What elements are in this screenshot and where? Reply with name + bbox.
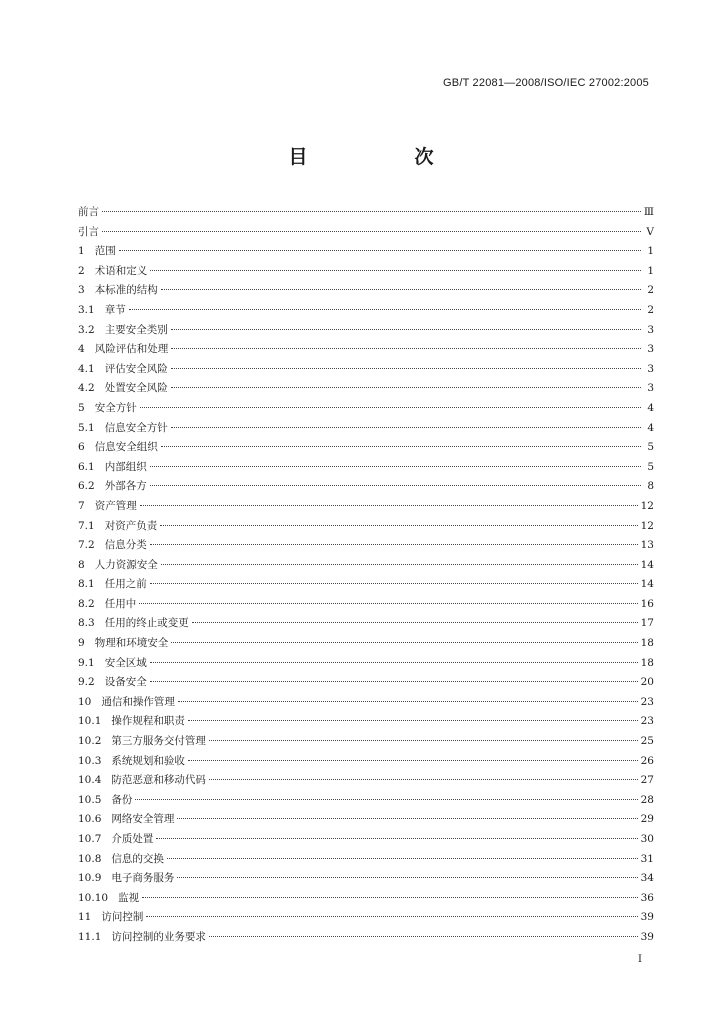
toc-leader-dots [188, 760, 638, 761]
toc-entry-title: 电子商务服务 [111, 872, 175, 885]
toc-entry-number: 3.2 [78, 323, 105, 336]
toc-entry-number: 8.2 [78, 597, 105, 610]
toc-entry-page: 3 [647, 323, 654, 336]
toc-entry[interactable] [78, 262, 654, 282]
toc-entry-title: 任用的终止或变更 [104, 617, 189, 630]
toc-entry-number: 6 [78, 441, 95, 454]
toc-entry-number: 4.2 [78, 382, 105, 395]
toc-entry-page: 34 [640, 872, 654, 885]
toc-entry-title: 操作规程和职责 [111, 715, 185, 728]
toc-entry-page: 17 [640, 617, 654, 630]
toc-entry-number: 10.4 [78, 774, 112, 787]
toc-entry[interactable] [78, 203, 654, 223]
toc-leader-dots [171, 368, 641, 369]
toc-entry-number: 8.3 [78, 617, 105, 630]
toc-entry[interactable] [78, 752, 654, 772]
toc-leader-dots [171, 348, 641, 349]
toc-leader-dots [150, 662, 638, 663]
toc-leader-dots [119, 250, 641, 251]
toc-entry[interactable] [78, 712, 654, 732]
toc-entry-page: 12 [640, 519, 654, 532]
toc-leader-dots [102, 211, 641, 212]
toc-entry-number: 9.2 [78, 676, 105, 689]
toc-entry-title: 外部各方 [104, 480, 147, 493]
toc-entry-title: 资产管理 [94, 499, 137, 512]
toc-leader-dots [171, 427, 641, 428]
toc-entry-page: 25 [640, 735, 654, 748]
toc-entry[interactable] [78, 321, 654, 341]
toc-entry-title: 信息分类 [104, 539, 147, 552]
toc-leader-dots [188, 720, 638, 721]
toc-entry-title: 处置安全风险 [104, 382, 168, 395]
toc-entry-title: 防范恶意和移动代码 [111, 774, 206, 787]
toc-entry-page: 5 [647, 441, 654, 454]
toc-entry[interactable] [78, 301, 654, 321]
toc-leader-dots [177, 877, 637, 878]
toc-entry-page: Ⅲ [643, 206, 654, 218]
toc-entry-page: 20 [640, 676, 654, 689]
toc-entry-number: 10.7 [78, 833, 112, 845]
toc-entry[interactable] [78, 536, 654, 556]
toc-entry[interactable] [78, 497, 654, 517]
toc-entry[interactable] [78, 654, 654, 674]
toc-leader-dots [129, 309, 641, 310]
toc-entry-page: 27 [640, 774, 654, 787]
toc-entry-number: 4 [78, 343, 95, 356]
toc-entry-number: 10.5 [78, 793, 112, 806]
toc-entry-title: 安全区域 [104, 656, 147, 669]
toc-entry[interactable] [78, 771, 654, 791]
toc-leader-dots [150, 485, 641, 486]
toc-entry-page: 4 [647, 401, 654, 414]
toc-entry-page: 3 [647, 382, 654, 395]
toc-entry-title: 监视 [118, 891, 140, 904]
toc-entry[interactable] [78, 673, 654, 693]
toc-leader-dots [178, 701, 638, 702]
page-number: Ⅰ [638, 954, 642, 965]
toc-entry-number: 3 [78, 284, 95, 297]
toc-entry-page: 16 [640, 597, 654, 610]
toc-entry-page: 30 [640, 833, 654, 845]
toc-entry-title: 第三方服务交付管理 [111, 735, 206, 748]
toc-entry-number: 10.9 [78, 872, 112, 885]
toc-entry-page: 23 [640, 695, 654, 708]
toc-leader-dots [161, 289, 641, 290]
toc-entry-title: 系统规划和验收 [111, 754, 185, 767]
toc-leader-dots [167, 858, 638, 859]
toc-leader-dots [140, 505, 638, 506]
toc-entry-number: 5.1 [78, 421, 105, 434]
toc-entry-title: 章节 [104, 303, 126, 316]
toc-entry-title: 人力资源安全 [94, 558, 158, 571]
toc-entry-number: 1 [78, 245, 95, 258]
toc-entry-title: 引言 [78, 225, 99, 238]
toc-entry-page: 18 [640, 656, 654, 669]
toc-entry-page: 31 [640, 852, 654, 865]
toc-entry-title: 网络安全管理 [111, 813, 175, 826]
toc-entry-page: 36 [640, 891, 654, 904]
toc-entry-number: 10.2 [78, 735, 112, 748]
toc-entry[interactable] [78, 791, 654, 811]
toc-entry[interactable] [78, 575, 654, 595]
toc-entry[interactable] [78, 458, 654, 478]
toc-entry-number: 10.8 [78, 852, 112, 865]
toc-entry[interactable] [78, 732, 654, 752]
toc-entry-page: 29 [640, 813, 654, 826]
toc-entry-title: 信息安全方针 [104, 421, 168, 434]
toc-entry-number: 6.2 [78, 480, 105, 493]
toc-entry-title: 前言 [78, 206, 99, 218]
toc-entry-page: 13 [640, 539, 654, 552]
toc-entry-number: 8 [78, 558, 95, 571]
toc-entry-page: 14 [640, 558, 654, 571]
toc-entry[interactable] [78, 830, 654, 850]
toc-entry[interactable] [78, 556, 654, 576]
toc-entry-number: 3.1 [78, 303, 105, 316]
toc-leader-dots [139, 603, 637, 604]
toc-entry-page: 8 [647, 480, 654, 493]
toc-entry-number: 11.1 [78, 930, 112, 943]
toc-entry[interactable] [78, 419, 654, 439]
toc-entry-page: 3 [647, 362, 654, 375]
toc-entry-page: 39 [640, 930, 654, 943]
toc-entry-title: 风险评估和处理 [94, 343, 169, 356]
toc-leader-dots [171, 642, 637, 643]
toc-entry-number: 6.1 [78, 460, 105, 473]
toc-entry-title: 访问控制 [101, 911, 144, 924]
toc-entry-number: 11 [78, 911, 102, 924]
toc-entry-number: 2 [78, 264, 95, 277]
toc-entry-number: 8.1 [78, 578, 105, 591]
toc-entry[interactable] [78, 810, 654, 830]
toc-entry-title: 设备安全 [104, 676, 147, 689]
toc-entry-page: 2 [647, 284, 654, 297]
toc-leader-dots [150, 544, 638, 545]
toc-entry[interactable] [78, 693, 654, 713]
toc-entry[interactable] [78, 281, 654, 301]
toc-entry-number: 7.1 [78, 519, 105, 532]
toc-entry[interactable] [78, 595, 654, 615]
toc-entry-page: 28 [640, 793, 654, 806]
toc-entry-title: 术语和定义 [94, 264, 148, 277]
toc-entry-number: 7.2 [78, 539, 105, 552]
toc-entry-page: 3 [647, 343, 654, 356]
toc-leader-dots [161, 564, 638, 565]
toc-entry-number: 10.6 [78, 813, 112, 826]
toc-leader-dots [192, 622, 638, 623]
toc-leader-dots [135, 799, 637, 800]
toc-entry-number: 10.10 [78, 891, 119, 904]
toc-entry-page: 39 [640, 911, 654, 924]
toc-leader-dots [140, 407, 641, 408]
toc-entry-page: 2 [647, 303, 654, 316]
toc-entry-title: 对资产负责 [104, 519, 158, 532]
toc-entry-title: 范围 [94, 245, 116, 258]
toc-entry[interactable] [78, 379, 654, 399]
toc-entry-page: 4 [647, 421, 654, 434]
toc-entry-title: 访问控制的业务要求 [111, 930, 206, 943]
toc-entry[interactable] [78, 517, 654, 537]
toc-entry-page: 5 [647, 460, 654, 473]
toc-leader-dots [177, 818, 637, 819]
toc-entry-title: 介质处置 [111, 833, 154, 845]
toc-entry[interactable] [78, 634, 654, 654]
toc-entry-number: 4.1 [78, 362, 105, 375]
toc-entry-title: 信息安全组织 [94, 441, 158, 454]
toc-leader-dots [209, 779, 638, 780]
toc-entry-number: 5 [78, 401, 95, 414]
toc-entry-number: 9.1 [78, 656, 105, 669]
toc-entry-title: 内部组织 [104, 460, 147, 473]
toc-leader-dots [160, 525, 637, 526]
toc-entry-page: 1 [647, 264, 654, 277]
toc-entry-title: 任用中 [104, 597, 137, 610]
toc-leader-dots [150, 466, 641, 467]
toc-entry[interactable] [78, 399, 654, 419]
toc-entry-number: 10.1 [78, 715, 112, 728]
toc-entry-number: 9 [78, 637, 95, 650]
toc-entry-page: 14 [640, 578, 654, 591]
toc-entry-page: Ⅴ [646, 225, 654, 238]
toc-entry-number: 10 [78, 695, 102, 708]
toc-entry-page: 18 [640, 637, 654, 650]
toc-entry-page: 23 [640, 715, 654, 728]
toc-entry-title: 主要安全类别 [104, 323, 168, 336]
toc-leader-dots [171, 329, 641, 330]
toc-entry[interactable] [78, 908, 654, 928]
toc-entry-title: 本标准的结构 [94, 284, 158, 297]
toc-entry[interactable] [78, 869, 654, 889]
toc-entry-number: 10.3 [78, 754, 112, 767]
toc-leader-dots [142, 897, 638, 898]
toc-leader-dots [102, 231, 641, 232]
toc-entry-title: 通信和操作管理 [101, 695, 175, 708]
standard-code: GB/T 22081—2008/ISO/IEC 27002:2005 [443, 77, 649, 89]
toc-entry[interactable] [78, 340, 654, 360]
table-of-contents [78, 203, 654, 948]
toc-leader-dots [146, 916, 637, 917]
toc-leader-dots [209, 936, 638, 937]
toc-entry-page: 1 [647, 245, 654, 258]
toc-leader-dots [171, 387, 641, 388]
toc-entry[interactable] [78, 889, 654, 909]
toc-leader-dots [150, 681, 638, 682]
toc-entry[interactable] [78, 242, 654, 262]
toc-entry-page: 12 [640, 499, 654, 512]
toc-entry-title: 信息的交换 [111, 852, 164, 865]
toc-entry[interactable] [78, 850, 654, 870]
toc-leader-dots [209, 740, 638, 741]
toc-entry[interactable] [78, 223, 654, 243]
toc-entry-title: 评估安全风险 [104, 362, 168, 375]
toc-leader-dots [150, 270, 641, 271]
toc-entry-title: 物理和环境安全 [94, 637, 169, 650]
toc-entry[interactable] [78, 928, 654, 948]
toc-entry-page: 26 [640, 754, 654, 767]
toc-entry[interactable] [78, 438, 654, 458]
toc-leader-dots [150, 583, 638, 584]
toc-entry[interactable] [78, 614, 654, 634]
toc-leader-dots [161, 446, 641, 447]
toc-entry-number: 7 [78, 499, 95, 512]
toc-entry-title: 安全方针 [94, 401, 137, 414]
toc-leader-dots [156, 838, 637, 839]
page-title: 目 次 [288, 146, 478, 168]
toc-entry[interactable] [78, 360, 654, 380]
toc-entry-title: 任用之前 [104, 578, 147, 591]
toc-entry[interactable] [78, 477, 654, 497]
toc-entry-title: 备份 [111, 793, 133, 806]
